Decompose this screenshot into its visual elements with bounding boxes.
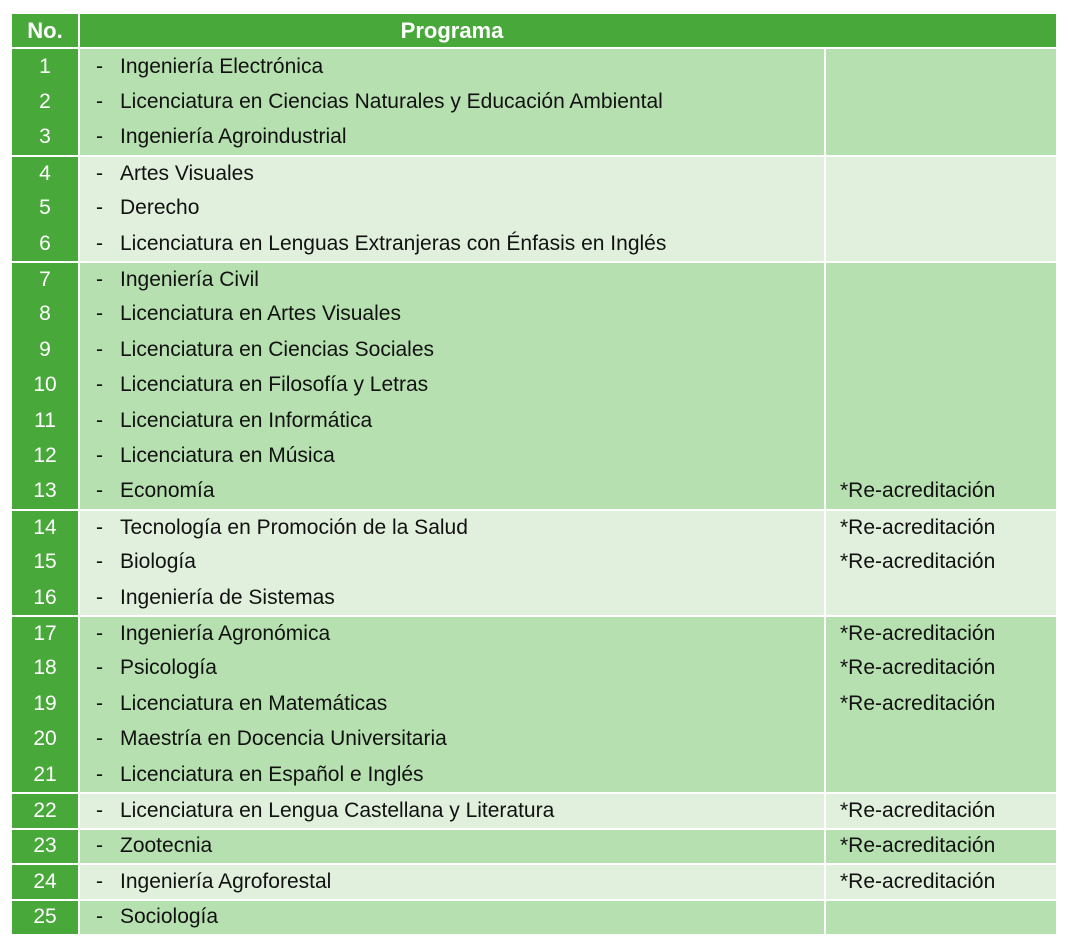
row-number: 25 (12, 899, 78, 934)
table-row (12, 226, 1056, 261)
header-no: No. (12, 14, 78, 47)
row-number: 2 (12, 84, 78, 119)
program-cell (78, 297, 824, 332)
program-cell (78, 368, 824, 403)
table-row (12, 899, 1056, 934)
bullet-dash: - (96, 337, 103, 361)
program-name: Licenciatura en Ciencias Sociales (120, 337, 435, 361)
row-number: 9 (12, 332, 78, 367)
program-name: Ingeniería de Sistemas (120, 585, 335, 609)
program-name: Artes Visuales (120, 161, 254, 185)
bullet-dash: - (96, 373, 103, 397)
program-cell (78, 438, 824, 473)
bullet-dash: - (96, 231, 103, 255)
bullet-dash: - (96, 515, 103, 539)
program-cell (78, 403, 824, 438)
program-cell (78, 49, 824, 84)
header-note (824, 14, 1056, 47)
accreditation-note (824, 332, 1056, 367)
program-cell (78, 792, 824, 827)
accreditation-note (824, 120, 1056, 155)
table-row (12, 863, 1056, 898)
program-name: Licenciatura en Lengua Castellana y Literatura (120, 799, 555, 823)
table-row (12, 722, 1056, 757)
row-number: 6 (12, 226, 78, 261)
accreditation-note (824, 191, 1056, 226)
accreditation-note: *Re-acreditación (824, 509, 1056, 544)
bullet-dash: - (96, 585, 103, 609)
bullet-dash: - (96, 90, 103, 114)
accreditation-programs-table (12, 14, 1056, 936)
table-row (12, 686, 1056, 721)
row-number: 10 (12, 368, 78, 403)
table-row (12, 438, 1056, 473)
table-row (12, 757, 1056, 792)
row-number: 24 (12, 863, 78, 898)
table-row (12, 49, 1056, 84)
bullet-dash: - (96, 834, 103, 858)
program-cell (78, 509, 824, 544)
program-name: Sociología (120, 905, 219, 929)
row-number: 12 (12, 438, 78, 473)
program-name: Maestría en Docencia Universitaria (120, 727, 447, 751)
program-cell (78, 686, 824, 721)
program-name: Derecho (120, 196, 200, 220)
accreditation-note (824, 899, 1056, 934)
program-name: Licenciatura en Artes Visuales (120, 302, 401, 326)
program-name: Licenciatura en Filosofía y Letras (120, 373, 429, 397)
table-row (12, 545, 1056, 580)
accreditation-note: *Re-acreditación (824, 615, 1056, 650)
accreditation-note (824, 155, 1056, 190)
table-row (12, 368, 1056, 403)
program-name: Licenciatura en Matemáticas (120, 691, 388, 715)
accreditation-note (824, 226, 1056, 261)
program-cell (78, 580, 824, 615)
program-name: Ingeniería Electrónica (120, 54, 324, 78)
bullet-dash: - (96, 905, 103, 929)
table-row (12, 792, 1056, 827)
bullet-dash: - (96, 656, 103, 680)
row-number: 14 (12, 509, 78, 544)
table-row (12, 297, 1056, 332)
row-number: 18 (12, 651, 78, 686)
row-number: 11 (12, 403, 78, 438)
accreditation-note: *Re-acreditación (824, 828, 1056, 863)
program-cell (78, 84, 824, 119)
bullet-dash: - (96, 622, 103, 646)
accreditation-note (824, 438, 1056, 473)
program-cell (78, 651, 824, 686)
table-row (12, 580, 1056, 615)
program-cell (78, 899, 824, 934)
accreditation-note: *Re-acreditación (824, 545, 1056, 580)
table-row (12, 651, 1056, 686)
accreditation-note (824, 580, 1056, 615)
accreditation-note (824, 368, 1056, 403)
table-row (12, 332, 1056, 367)
bullet-dash: - (96, 302, 103, 326)
program-name: Ingeniería Agroindustrial (120, 125, 347, 149)
accreditation-note: *Re-acreditación (824, 686, 1056, 721)
bullet-dash: - (96, 869, 103, 893)
program-cell (78, 615, 824, 650)
row-number: 15 (12, 545, 78, 580)
bullet-dash: - (96, 727, 103, 751)
row-number: 1 (12, 49, 78, 84)
program-name: Licenciatura en Ciencias Naturales y Educación Ambiental (120, 90, 663, 114)
accreditation-note (824, 297, 1056, 332)
row-number: 17 (12, 615, 78, 650)
accreditation-note (824, 722, 1056, 757)
row-number: 4 (12, 155, 78, 190)
table-row (12, 84, 1056, 119)
accreditation-note: *Re-acreditación (824, 474, 1056, 509)
table-row (12, 261, 1056, 296)
row-number: 7 (12, 261, 78, 296)
header-programa: Programa (78, 14, 824, 47)
program-name: Licenciatura en Lenguas Extranjeras con Énfasis en Inglés (120, 231, 667, 255)
bullet-dash: - (96, 762, 103, 786)
accreditation-note: *Re-acreditación (824, 863, 1056, 898)
row-number: 21 (12, 757, 78, 792)
program-cell (78, 545, 824, 580)
program-name: Biología (120, 550, 196, 574)
program-cell (78, 828, 824, 863)
row-number: 16 (12, 580, 78, 615)
bullet-dash: - (96, 408, 103, 432)
bullet-dash: - (96, 444, 103, 468)
accreditation-note (824, 261, 1056, 296)
bullet-dash: - (96, 268, 103, 292)
program-cell (78, 155, 824, 190)
table-row (12, 828, 1056, 863)
program-name: Tecnología en Promoción de la Salud (120, 515, 468, 539)
bullet-dash: - (96, 196, 103, 220)
table-header (12, 14, 1056, 47)
program-cell (78, 722, 824, 757)
program-name: Licenciatura en Música (120, 444, 335, 468)
program-cell (78, 332, 824, 367)
row-number: 13 (12, 474, 78, 509)
row-number: 23 (12, 828, 78, 863)
bullet-dash: - (96, 691, 103, 715)
row-number: 19 (12, 686, 78, 721)
program-cell (78, 863, 824, 898)
table-row (12, 191, 1056, 226)
accreditation-note (824, 84, 1056, 119)
accreditation-note (824, 49, 1056, 84)
table-row (12, 509, 1056, 544)
program-name: Ingeniería Agronómica (120, 622, 331, 646)
accreditation-note: *Re-acreditación (824, 651, 1056, 686)
bullet-dash: - (96, 161, 103, 185)
table-row (12, 120, 1056, 155)
table-row (12, 474, 1056, 509)
accreditation-note (824, 403, 1056, 438)
program-cell (78, 191, 824, 226)
program-name: Zootecnia (120, 834, 213, 858)
bullet-dash: - (96, 550, 103, 574)
program-cell (78, 757, 824, 792)
program-name: Psicología (120, 656, 217, 680)
bullet-dash: - (96, 799, 103, 823)
table-row (12, 155, 1056, 190)
row-number: 22 (12, 792, 78, 827)
program-cell (78, 226, 824, 261)
bullet-dash: - (96, 54, 103, 78)
row-number: 3 (12, 120, 78, 155)
program-cell (78, 261, 824, 296)
accreditation-note (824, 757, 1056, 792)
bullet-dash: - (96, 125, 103, 149)
program-name: Economía (120, 479, 215, 503)
table-row (12, 615, 1056, 650)
program-name: Licenciatura en Informática (120, 408, 373, 432)
program-name: Ingeniería Civil (120, 268, 259, 292)
program-name: Ingeniería Agroforestal (120, 869, 332, 893)
row-number: 8 (12, 297, 78, 332)
accreditation-note: *Re-acreditación (824, 792, 1056, 827)
row-number: 5 (12, 191, 78, 226)
bullet-dash: - (96, 479, 103, 503)
program-name: Licenciatura en Español e Inglés (120, 762, 424, 786)
program-cell (78, 120, 824, 155)
table-row (12, 403, 1056, 438)
row-number: 20 (12, 722, 78, 757)
program-cell (78, 474, 824, 509)
